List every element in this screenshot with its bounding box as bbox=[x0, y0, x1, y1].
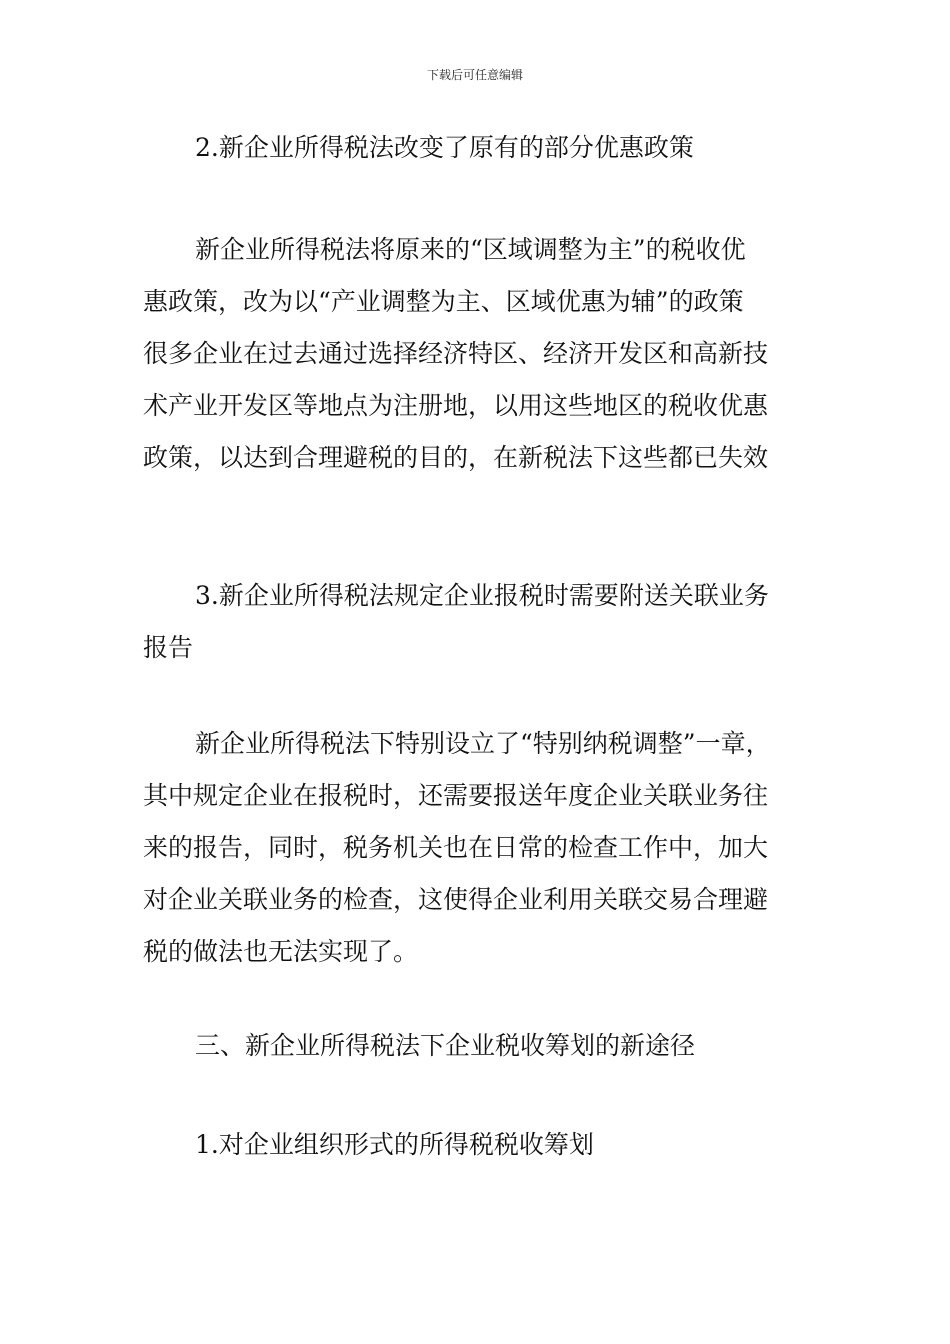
paragraph-regional-policy-change bbox=[143, 224, 813, 484]
paragraph-line: 政策，以达到合理避税的目的，在新税法下这些都已失效 bbox=[143, 443, 769, 472]
paragraph-line: 新企业所得税法将原来的“区域调整为主”的税收优 bbox=[195, 235, 746, 264]
paragraph-line: 来的报告，同时，税务机关也在日常的检查工作中，加大 bbox=[143, 833, 769, 862]
page-header-note: 下载后可任意编辑 bbox=[426, 68, 523, 82]
section-3-title bbox=[143, 570, 813, 674]
paragraph-line: 税的做法也无法实现了。 bbox=[143, 937, 419, 966]
paragraph-special-tax-adjustment bbox=[143, 718, 813, 978]
paragraph-line: 很多企业在过去通过选择经济特区、经济开发区和高新技 bbox=[143, 339, 769, 368]
section-1-title: 1.对企业组织形式的所得税税收筹划 bbox=[195, 1130, 594, 1159]
section-title-line: 报告 bbox=[143, 633, 194, 662]
section-2-title: 2.新企业所得税法改变了原有的部分优惠政策 bbox=[195, 133, 694, 162]
section-title-line: 3.新企业所得税法规定企业报税时需要附送关联业务 bbox=[195, 581, 769, 610]
paragraph-line: 惠政策，改为以“产业调整为主、区域优惠为辅”的政策 bbox=[143, 287, 744, 316]
paragraph-line: 术产业开发区等地点为注册地，以用这些地区的税收优惠 bbox=[143, 391, 769, 420]
paragraph-line: 新企业所得税法下特别设立了“特别纳税调整”一章， bbox=[195, 729, 771, 758]
paragraph-line: 其中规定企业在报税时，还需要报送年度企业关联业务往 bbox=[143, 781, 769, 810]
paragraph-line: 对企业关联业务的检查，这使得企业利用关联交易合理避 bbox=[143, 885, 769, 914]
chapter-3-title: 三、新企业所得税法下企业税收筹划的新途径 bbox=[195, 1031, 696, 1060]
